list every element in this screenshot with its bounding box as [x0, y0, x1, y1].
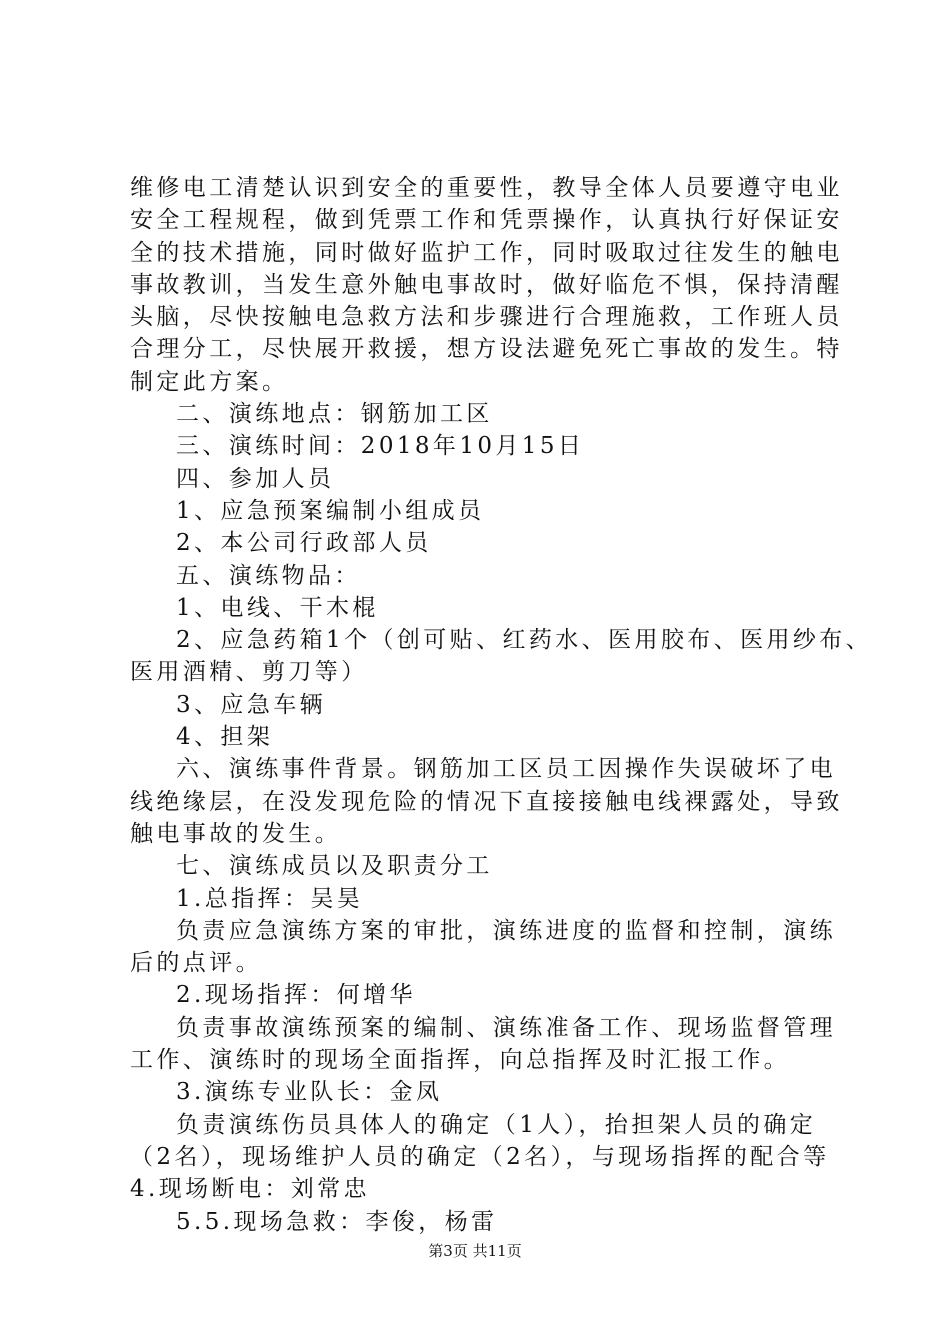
text-line: 1、应急预案编制小组成员 — [176, 497, 485, 524]
document-body — [130, 172, 873, 1238]
text-line: 4.现场断电：刘常忠 — [130, 1176, 370, 1203]
text-line: 四、参加人员 — [176, 465, 335, 492]
text-line: 后的点评。 — [130, 950, 262, 977]
text-line: 全的技术措施，同时做好监护工作，同时吸取过往发生的触电 — [130, 239, 843, 266]
text-line: 二、演练地点：钢筋加工区 — [176, 401, 493, 428]
text-line: 头脑，尽快按触电急救方法和步骤进行合理施救，工作班人员 — [130, 304, 843, 331]
text-line: 2.现场指挥：何增华 — [176, 982, 416, 1009]
text-line: 七、演练成员以及职责分工 — [176, 853, 493, 880]
text-line: 事故教训，当发生意外触电事故时，做好临危不惧，保持清醒 — [130, 271, 843, 298]
text-line: 安全工程规程，做到凭票工作和凭票操作，认真执行好保证安 — [130, 207, 843, 234]
text-line: 负责演练伤员具体人的确定（1人），抬担架人员的确定 — [176, 1111, 817, 1138]
page-footer: 第3页 共11页 — [428, 1242, 522, 1260]
text-line: 3、应急车辆 — [176, 691, 327, 718]
text-line: 医用酒精、剪刀等） — [130, 659, 368, 686]
text-line: 3.演练专业队长：金凤 — [176, 1079, 443, 1106]
text-line: （2名），现场维护人员的确定（2名），与现场指挥的配合等 — [130, 1143, 830, 1170]
text-line: 负责应急演练方案的审批，演练进度的监督和控制，演练 — [176, 917, 836, 944]
text-line: 工作、演练时的现场全面指挥，向总指挥及时汇报工作。 — [130, 1047, 790, 1074]
text-line: 2、应急药箱1个（创可贴、红药水、医用胶布、医用纱布、 — [176, 627, 873, 654]
text-line: 4、担架 — [176, 724, 274, 751]
text-line: 1、电线、干木棍 — [176, 594, 379, 621]
text-line: 2、本公司行政部人员 — [176, 530, 432, 557]
text-line: 六、演练事件背景。钢筋加工区员工因操作失误破坏了电 — [176, 756, 836, 783]
text-line: 三、演练时间：2018年10月15日 — [176, 433, 585, 460]
text-line: 5.5.现场急救：李俊，杨雷 — [176, 1208, 498, 1235]
text-line: 维修电工清楚认识到安全的重要性，教导全体人员要遵守电业 — [130, 175, 843, 201]
text-line: 线绝缘层，在没发现危险的情况下直接接触电线裸露处，导致 — [130, 788, 843, 815]
text-line: 负责事故演练预案的编制、演练准备工作、现场监督管理 — [176, 1014, 836, 1041]
text-line: 1.总指挥：吴昊 — [176, 885, 364, 912]
text-line: 合理分工，尽快展开救援，想方设法避免死亡事故的发生。特 — [130, 336, 843, 363]
text-line: 制定此方案。 — [130, 368, 289, 395]
text-line: 触电事故的发生。 — [130, 820, 342, 847]
text-line: 五、演练物品： — [176, 562, 361, 589]
